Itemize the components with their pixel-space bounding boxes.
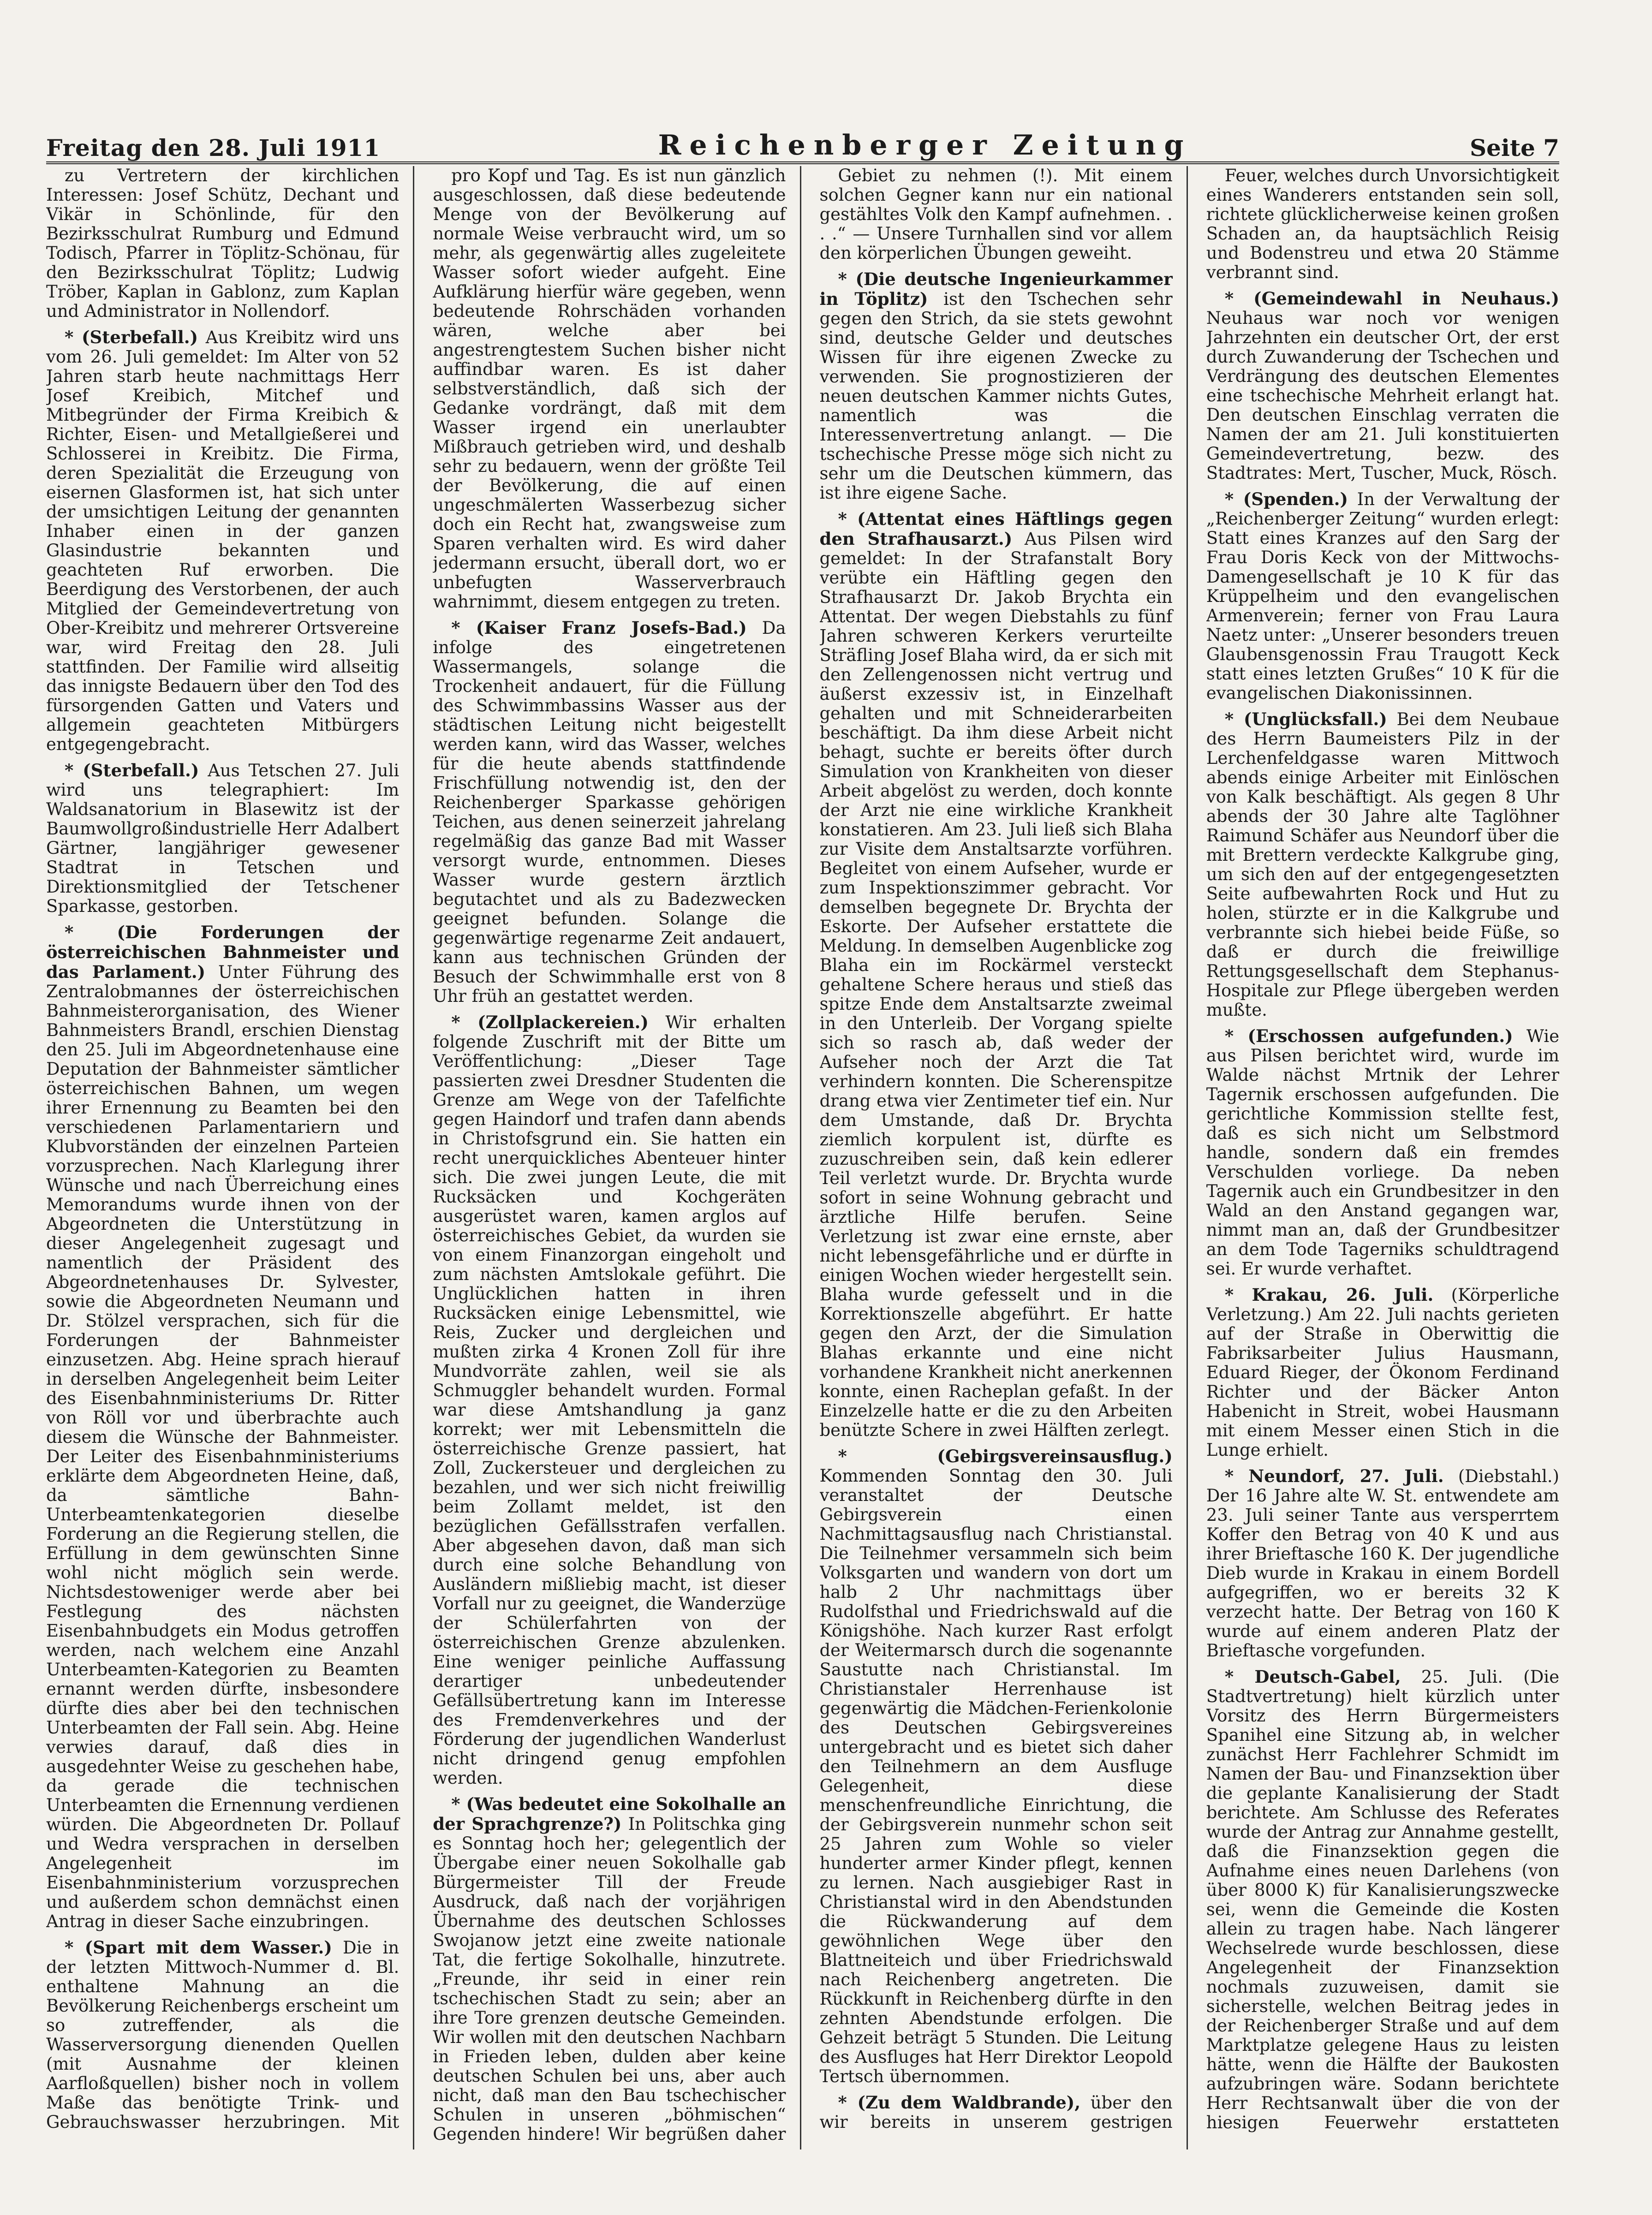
article-body: Kommenden Sonntag den 30. Juli veranstaltet der Deutsche Gebirgsverein einen Nachmittagsausflug nach Christianstal. Die Teilnehmer versammeln sich beim Volksgarten und wandern von dort um halb 2 Uhr nachmittags über Rudolfsthal und Friedrichswald auf die Königshöhe. Nach kurzer Rast erfolgt der Weitermarsch durch die sogenannte Saustutte nach Christianstal. Im Christianstaler Herrenhause ist gegenwärtig die Mädchen-Ferienkolonie des Deutschen Gebirgsvereines untergebracht und es bietet sich daher den Teilnehmern an dem Ausfluge Gelegenheit, diese menschenfreundliche Einrichtung, die der Gebirgsverein nunmehr schon seit 25 Jahren zum Wohle so vieler hunderter armer Kinder pflegt, kennen zu lernen. Nach ausgiebiger Rast in Christianstal wird in den Abendstunden die Rückwanderung auf dem gewöhnlichen Wege über den Blattneiteich und über Friedrichswald nach Reichenberg angetreten. Die Rückkunft in Reichenberg dürfte in den zehnten Abendstunde erfolgen. Die Gehzeit beträgt 5 Stunden. Die Leitung des Ausfluges hat Herr Direktor Leopold Tertsch übernommen. (819, 1466, 1173, 2086)
article-paragraph (46, 166, 399, 321)
article-heading: * Neundorf, 27. Juli. (1224, 1466, 1444, 1486)
article-heading: * (Spart mit dem Wasser.) (65, 1937, 332, 1958)
page-number: Seite 7 (1469, 134, 1559, 161)
issue-date: Freitag den 28. Juli 1911 (46, 134, 381, 161)
article-body: über den wir bereits in unserem gestrigen (819, 2093, 1173, 2132)
article-heading: * (Was bedeutet eine Sokolhalle an der Sprachgrenze?) (433, 1794, 786, 1834)
article-paragraph (433, 618, 786, 1006)
article-body: Aus Kreibitz wird uns vom 26. Juli gemeldet: Im Alter von 52 Jahren starb heute nachmittags Herr Josef Kreibich, Mitchef und Mitbegründer der Firma Kreibich & Richter, Eisen- und Metallgießerei und Schlosserei in Kreibitz. Die Firma, deren Spezialität die Erzeugung von eisernen Glasformen ist, hat sich unter der umsichtigen Leitung der genannten Inhaber einen in der ganzen Glasindustrie bekannten und geachteten Ruf erworben. Die Beerdigung des Verstorbenen, der auch Mitglied der Gemeindevertretung von Ober-Kreibitz und mehrerer Ortsvereine war, wird Freitag den 28. Juli stattfinden. Der Familie wird allseitig das innigste Bedauern über den Tod des fürsorgenden Gatten und Vaters und allgemein geachteten Mitbürgers entgegengebracht. (46, 327, 400, 754)
article-body: Unter Führung des Zentralobmannes der österreichischen Bahnmeisterorganisation, des Wiener Bahnmeisters Brandl, erschien Dienstag den 25. Juli im Abgeordnetenhause eine Deputation der Bahnmeister sämtlicher österreichischen Bahnen, um wegen ihrer Ernennung zu Beamten bei den verschiedenen Parlamentariern und Klubvorständen der einzelnen Parteien vorzusprechen. Nach Klarlegung ihrer Wünsche und nach Überreichung eines Memorandums wurde ihnen von der Abgeordneten die Unterstützung in dieser Angelegenheit zugesagt und namentlich der Präsident des Abgeordnetenhauses Dr. Sylvester, sowie die Abgeordneten Neumann und Dr. Stölzel versprachen, sich für die Forderungen der Bahnmeister einzusetzen. Abg. Heine sprach hierauf in derselben Angelegenheit beim Leiter des Eisenbahnministeriums Dr. Ritter von Röll vor und überbrachte auch diesem die Wünsche der Bahnmeister. Der Leiter des Eisenbahnministeriums erklärte dem Abgeordneten Heine, daß, da sämtliche Bahn-Unterbeamtenkategorien dieselbe Forderung an die Regierung stellen, die Erfüllung in dem gewünschten Sinne wohl nicht möglich sein werde. Nichtsdestoweniger werde aber bei Festlegung des nächsten Eisenbahnbudgets ein Modus getroffen werden, nach welchem eine Anzahl Unterbeamten-Kategorien zu Beamten ernannt werden dürfte, insbesondere dürfte dies aber bei den technischen Unterbeamten der Fall sein. Abg. Heine verwies darauf, daß dies in ausgedehnter Weise zu geschehen habe, da gerade die technischen Unterbeamten die Ernennung verdienen würden. Die Abgeordneten Dr. Pollauf und Wedra versprachen in derselben Angelegenheit im Eisenbahnministerium vorzusprechen und außerdem schon demnächst einen Antrag in dieser Sache einzubringen. (46, 962, 400, 1931)
article-body: ist den Tschechen sehr gegen den Strich, da sie stets gewohnt sind, deutsche Gelder und deutsches Wissen für ihre eigenen Zwecke zu verwenden. Sie prognostizieren der neuen deutschen Kammer nichts Gutes, namentlich was die Interessenvertretung anlangt. — Die tschechische Presse möge sich nicht zu sehr um die Deutschen kümmern, das ist ihre eigene Sache. (819, 289, 1173, 503)
column-2 (433, 166, 801, 2150)
column-1 (46, 166, 414, 2150)
article-paragraph (46, 761, 399, 916)
article-paragraph (820, 509, 1173, 1440)
article-body: Da infolge des eingetretenen Wassermangels, solange die Trockenheit andauert, für die Füllung des Schwimmbassins Wasser aus der städtischen Leitung nicht beigestellt werden kann, wird das Wasser, welches für die heute abends stattfindende Frischfüllung notwendig ist, den der Reichenberger Sparkasse gehörigen Teichen, aus denen seinerzeit jahrelang regelmäßig das ganze Bad mit Wasser versorgt wurde, entnommen. Dieses Wasser wurde gestern ärztlich begutachtet und als zu Badezwecken geeignet befunden. Solange die gegenwärtige regenarme Zeit andauert, kann aus technischen Gründen der Besuch der Schwimmhalle erst von 8 Uhr früh an gestattet werden. (433, 618, 786, 1006)
article-body: zu Vertretern der kirchlichen Interessen: Josef Schütz, Dechant und Vikär in Schönlinde, für den Bezirksschulrat Rumburg und Edmund Todisch, Pfarrer in Töplitz-Schönau, für den Bezirksschulrat Töplitz; Ludwig Tröber, Kaplan in Gablonz, zum Kaplan und Administrator in Nollendorf. (46, 166, 400, 321)
column-3 (820, 166, 1188, 2150)
page-header (46, 115, 1559, 164)
article-heading: * Deutsch-Gabel, (1224, 1667, 1401, 1687)
article-heading: * (Sterbefall.) (65, 760, 199, 780)
article-body: Aus Pilsen wird gemeldet: In der Strafanstalt Bory verübte ein Häftling gegen den Strafhausarzt Dr. Jakob Brychta ein Attentat. Der wegen Diebstahls zu fünf Jahren schweren Kerkers verurteilte Sträfling Josef Blaha wird, da er sich mit den Zellengenossen nicht vertrug und äußerst exzessiv ist, in Einzelhaft gehalten und mit Schneiderarbeiten beschäftigt. Da ihm diese Arbeit nicht behagt, suchte er bereits öfter durch Simulation von Krankheiten von dieser Arbeit abgelöst zu werden, doch konnte der Arzt nie eine wirkliche Krankheit konstatieren. Am 23. Juli ließ sich Blaha zur Visite dem Anstaltsarzte vorführen. Begleitet von einem Aufseher, wurde er zum Inspektionszimmer gebracht. Vor demselben begegnete Dr. Brychta der Eskorte. Der Aufseher erstattete die Meldung. In demselben Augenblicke zog Blaha ein im Rockärmel versteckt gehaltene Schere heraus und stieß das spitze Ende dem Anstaltsarzte zweimal in den Unterleib. Der Vorgang spielte sich so rasch ab, daß weder der Aufseher noch der Arzt die Tat verhindern konnten. Die Scherenspitze drang etwa vier Zentimeter tief ein. Nur dem Umstande, daß Dr. Brychta ziemlich korpulent ist, dürfte es zuzuschreiben sein, daß kein edlerer Teil verletzt wurde. Dr. Brychta wurde sofort in seine Wohnung gebracht und ärztliche Hilfe berufen. Seine Verletzung ist zwar eine ernste, aber nicht lebensgefährliche und er dürfte in einigen Wochen wieder hergestellt sein. Blaha wurde gefesselt und in die Korrektionszelle abgeführt. Er hatte gegen den Arzt, der die Simulation Blahas erkannte und eine nicht vorhandene Krankheit nicht anerkennen konnte, einen Racheplan gefaßt. In der Einzelzelle hatte er die zu den Arbeiten benützte Schere in zwei Hälften zerlegt. (819, 529, 1173, 1440)
article-body: Aus Tetschen 27. Juli wird uns telegraphiert: Im Waldsanatorium in Blasewitz ist der Baumwollgroßindustrielle Herr Adalbert Gärtner, langjähriger gewesener Stadtrat in Tetschen und Direktionsmitglied der Tetschener Sparkasse, gestorben. (46, 761, 400, 916)
article-body: pro Kopf und Tag. Es ist nun gänzlich ausgeschlossen, daß diese bedeutende Menge von der Bevölkerung auf normale Weise verbraucht wird, um so mehr, als gegenwärtig alles zugeleitete Wasser sofort wieder aufgeht. Eine Aufklärung hierfür wäre gegeben, wenn bedeutende Rohrschäden vorhanden wären, welche aber bei angestrengtestem Suchen bisher nicht auffindbar waren. Es ist daher selbstverständlich, daß sich der Gedanke vordrängt, daß mit dem Wasser irgend ein unerlaubter Mißbrauch getrieben wird, und deshalb sehr zu bedauern, wenn der größte Teil der Bevölkerung, die auf einen ungeschmälerten Wasserbezug sicher doch ein Recht hat, zwangsweise zum Sparen verhalten wird. Es wird daher jedermann ersucht, überall dort, wo er unbefugten Wasserverbrauch wahrnimmt, diesem entgegen zu treten. (433, 166, 786, 612)
article-heading: * (Die deutsche Ingenieurkammer in Töplitz) (819, 269, 1173, 309)
article-heading: * (Spenden.) (1224, 489, 1348, 509)
article-body: Wir erhalten folgende Zuschrift mit der Bitte um Veröffentlichung: „Dieser Tage passierten zwei Dresdner Studenten die Grenze am Wege von der Tafelfichte gegen Haindorf und trafen dann abends in Christofsgrund ein. Sie hatten ein recht unerquickliches Abenteuer hinter sich. Die zwei jungen Leute, die mit Rucksäcken und Kochgeräten ausgerüstet waren, kamen arglos auf österreichisches Gebiet, da wurden sie von einem Finanzorgan eingeholt und zum nächsten Amtslokale geführt. Die Unglücklichen hatten in ihren Rucksäcken einige Lebensmittel, wie Reis, Zucker und dergleichen und mußten zirka 4 Kronen Zoll für ihre Mundvorräte zahlen, weil sie als Schmuggler behandelt wurden. Formal war diese Amtshandlung ja ganz korrekt; wer mit Lebensmitteln die österreichische Grenze passiert, hat Zoll, Zuckersteuer und dergleichen zu bezahlen, und wer sich nicht freiwillig beim Zollamt meldet, ist den bezüglichen Gefällsstrafen verfallen. Aber abgesehen davon, daß man sich durch eine solche Behandlung von Ausländern mißliebig macht, ist dieser Vorfall nur zu geeignet, die Wanderzüge der Schülerfahrten von der österreichischen Grenze abzulenken. Eine weniger peinliche Auffassung derartiger unbedeutender Gefällsübertretung kann im Interesse des Fremdenverkehres und der Förderung der jugendlichen Wanderlust nicht dringend genug empfohlen werden. (433, 1012, 786, 1788)
article-body: In Politschka ging es Sonntag hoch her; gelegentlich der Übergabe einer neuen Sokolhalle gab Bürgermeister Till der Freude Ausdruck, daß nach der vorjährigen Übernahme des deutschen Schlosses Swojanow jetzt eine zweite nationale Tat, die fertige Sokolhalle, hinzutrete. „Freunde, ihr seid in einer rein tschechischen Stadt zu sein; aber an ihre Tore grenzen deutsche Gemeinden. Wir wollen mit den deutschen Nachbarn in Frieden leben, dulden aber keine deutschen Schulen bei uns, aber auch nicht, daß man den Bau tschechischer Schulen in unseren „böhmischen“ Gegenden hindere! Wir begrüßen daher (433, 1814, 786, 2144)
article-paragraph (1206, 1285, 1559, 1460)
article-body: 25. Juli. (Die Stadtvertretung) hielt kürzlich unter Vorsitz des Herrn Bürgermeisters Spanihel eine Sitzung ab, in welcher zunächst Herr Fachlehrer Schmidt im Namen der Bau- und Finanzsektion über die geplante Kanalisierung der Stadt berichtete. Am Schlusse des Referates wurde der Antrag zur Annahme gestellt, daß die Finanzsektion gegen die Aufnahme eines neuen Darlehens (von über 8000 K) für Kanalisierungszwecke sei, wenn die Gemeinde die Kosten allein zu tragen habe. Nach längerer Wechselrede wurde beschlossen, diese Angelegenheit der Finanzsektion nochmals zuzuweisen, damit sie sicherstelle, welchen Beitrag jedes in der Reichenberger Straße und auf dem Marktplatze gelegene Haus zu leisten hätte, wenn die Hälfte der Baukosten aufzubringen wäre. Sodann berichtete Herr Rechtsanwalt über die von der hiesigen Feuerwehr erstatteten (1206, 1667, 1559, 2132)
article-body: Neuhaus war noch vor wenigen Jahrzehnten ein deutscher Ort, der erst durch Zuwanderung der Tschechen und Verdrängung des deutschen Elementes eine tschechische Mehrheit erlangt hat. Den deutschen Einschlag verraten die Namen der am 21. Juli konstituierten Gemeindevertretung, bezw. des Stadtrates: Mert, Tuscher, Muck, Rösch. (1206, 308, 1559, 483)
article-heading: * (Gebirgsvereinsausflug.) (838, 1446, 1173, 1466)
masthead: Reichenberger Zeitung (658, 129, 1192, 161)
article-body: Gebiet zu nehmen (!). Mit einem solchen Gegner kann nur ein national gestähltes Volk den Kampf aufnehmen. . . .“ — Unsere Turnhallen sind vor allem den körperlichen Übungen geweiht. (819, 166, 1173, 263)
article-body: Wie aus Pilsen berichtet wird, wurde im Walde nächst Mrtnik der Lehrer Tagernik erschossen aufgefunden. Die gerichtliche Kommission stellte fest, daß es sich nicht um Selbstmord handle, sondern daß ein fremdes Verschulden vorliege. Da neben Tagernik auch ein Grundbesitzer in den Wald an den Anstand gegangen war, nimmt man an, daß der Grundbesitzer an dem Tode Tagerniks schuldtragend sei. Er wurde verhaftet. (1206, 1026, 1559, 1279)
article-paragraph (1206, 709, 1559, 1020)
article-heading: * (Gemeindewahl in Neuhaus.) (1224, 288, 1559, 309)
article-paragraph (1206, 489, 1559, 703)
article-heading: * (Sterbefall.) (65, 327, 198, 347)
article-paragraph (1206, 289, 1559, 483)
article-heading: * (Erschossen aufgefunden.) (1224, 1026, 1513, 1046)
article-paragraph (433, 166, 786, 612)
article-columns (46, 166, 1559, 2150)
article-heading: * (Die Forderungen der österreichischen Bahnmeister und das Parlament.) (46, 922, 400, 982)
article-paragraph (1206, 1026, 1559, 1279)
article-heading: * (Kaiser Franz Josefs-Bad.) (451, 618, 747, 638)
article-heading: * (Attentat eines Häftlings gegen den Strafhausarzt.) (819, 509, 1173, 549)
article-body: Feuer, welches durch Unvorsichtigkeit eines Wanderers entstanden sein soll, richtete glücklicherweise keinen großen Schaden an, da hauptsächlich Reisig und Bodenstreu und etwa 20 Stämme verbrannt sind. (1206, 166, 1559, 282)
article-body: Bei dem Neubaue des Herrn Baumeisters Pilz in der Lerchenfeldgasse waren Mittwoch abends einige Arbeiter mit Einlöschen von Kalk beschäftigt. Als gegen 8 Uhr abends der 30 Jahre alte Taglöhner Raimund Schäfer aus Neundorf über die mit Brettern verdeckte Kalkgrube ging, um sich den auf der entgegengesetzten Seite aufbewahrten Rock und Hut zu holen, stürzte er in die Kalkgrube und verbrannte sich hiebei beide Füße, so daß er durch die freiwillige Rettungsgesellschaft dem Stephanus-Hospitale zur Pflege übergeben werden mußte. (1206, 709, 1559, 1020)
article-body: Die in der letzten Mittwoch-Nummer d. Bl. enthaltene Mahnung an die Bevölkerung Reichenbergs erscheint um so zutreffender, als die Wasserversorgung dienenden Quellen (mit Ausnahme der kleinen Aarfloßquellen) bisher noch in vollem Maße das benötigte Trink- und Gebrauchswasser herzubringen. Mit (46, 1938, 400, 2132)
article-paragraph (820, 166, 1173, 263)
article-body: In der Verwaltung der „Reichenberger Zeitung“ wurden erlegt: Statt eines Kranzes auf den Sarg der Frau Doris Keck von der Mittwochs-Damengesellschaft je 10 K für das Krüppelheim und den evangelischen Armenverein; ferner von Frau Laura Naetz unter: „Unserer besonders treuen Glaubensgenossin Frau Traugott Keck statt eines letzten Grußes“ 10 K für die evangelischen Diakonissinnen. (1206, 489, 1559, 703)
article-body: (Diebstahl.) Der 16 Jahre alte W. St. entwendete am 23. Juli seiner Tante aus versperrtem Koffer den Betrag von 40 K und aus ihrer Brieftasche 160 K. Der jugendliche Dieb wurde in Krakau in einem Bordell aufgegriffen, wo er bereits 32 K verzecht hatte. Der Betrag von 160 K wurde auf einem anderen Platz der Brieftasche vorgefunden. (1206, 1466, 1559, 1661)
article-paragraph (46, 923, 399, 1931)
article-paragraph (820, 269, 1173, 503)
article-heading: * (Unglücksfall.) (1224, 709, 1387, 729)
article-heading: * Krakau, 26. Juli. (1224, 1285, 1434, 1305)
article-paragraph (46, 327, 399, 754)
article-paragraph (433, 1012, 786, 1788)
article-heading: * (Zollplackereien.) (451, 1012, 649, 1032)
article-paragraph (820, 1447, 1173, 2086)
column-4 (1206, 166, 1559, 2150)
article-body: (Körperliche Verletzung.) Am 22. Juli nachts gerieten auf der Straße in Oberwittig die Fabriksarbeiter Julius Hausmann, Eduard Rieger, der Ökonom Ferdinand Richter und der Bäcker Anton Habenicht in Streit, wobei Hausmann mit einem Messer einen Stich in die Lunge erhielt. (1206, 1285, 1559, 1460)
article-paragraph (1206, 1466, 1559, 1661)
article-heading: * (Zu dem Waldbrande), (838, 2092, 1081, 2113)
article-paragraph (1206, 166, 1559, 282)
